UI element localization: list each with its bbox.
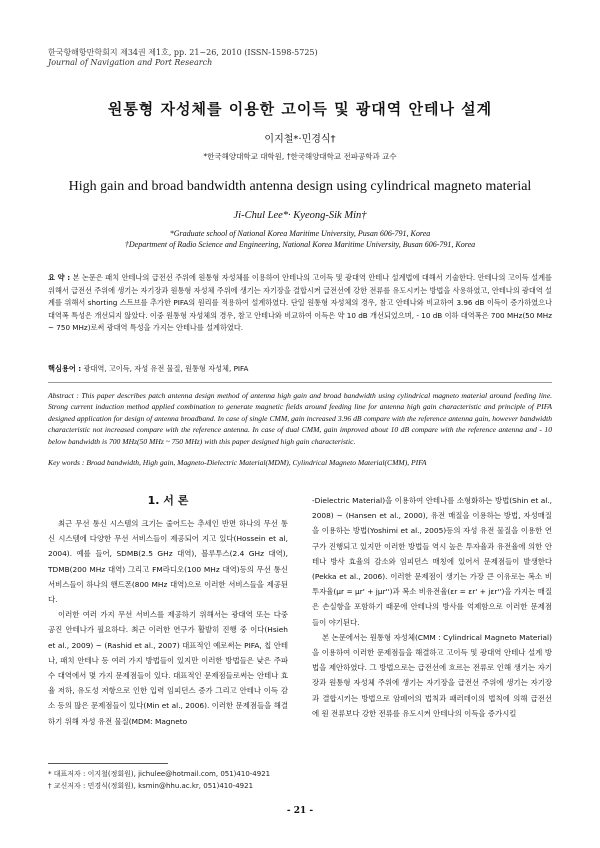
affiliation-english-2: †Department of Radio Science and Engineering, National Korea Maritime University, Busan 606-791, Korea: [124, 240, 476, 249]
paper-title-english: High gain and broad bandwidth antenna design using cylindrical magneto material: [68, 179, 532, 194]
body-column-right: [312, 493, 552, 721]
body-paragraph: 최근 무선 통신 시스템의 크기는 줄어드는 추세인 반면 하나의 무선 통신 시스템에 다양한 무선 서비스들이 제공되어 지고 있다(Hossein et al, 2004). 예를 들어, SDMB(2.5 GHz 대역), 블루투스(2.4 GHz 대역), TDMB(200 MHz 대역) 그리고 FM라디오(100 MHz 대역)등의 무선 통신 서비스들이 하나의 핸드폰(800 MHz 대역)으로 이러한 서비스들을 제공된다.: [48, 519, 288, 605]
footnote-divider: [48, 763, 168, 764]
body-paragraph: -Dielectric Material)을 이용하여 안테나를 소형화하는 방법(Shin et al., 2008) ~ (Hansen et al., 2000), 유전 매질을 이용하는 방법, 자성매질을 이용하는 방법(Yoshimi et al., 2005)등의 자성 유전 물질을 이용한 연구가 진행되고 있지만 이러한 방법들 역시 높은 투자율과 유전율에 의한 안테나 방사 효율의 감소와 임피던스 매칭에 있어서 문제점들이 발생한다(Pekka et al., 2006). 이러한 문제점이 생기는 가장 큰 이유로는 복소 비투자율(μr = μr' + jμr'')과 복소 비유전율(εr = εr' + jεr'')을 가지는 매질은 손실항을 포함하기 때문에 안테나의 방사를 억제함으로 이러한 문제점들이 야기된다.: [312, 496, 552, 627]
journal-name: Journal of Navigation and Port Research: [48, 58, 213, 67]
abstract-english-text: This paper describes patch antenna design method of antenna high gain and broad bandwidth using cylindrical magneto material around feeding line. Strong current induction method applied combination to generate magnetic fields around feeding line for antenna high gain characteristic and principle of PIFA designed application for design of antenna broadband. In case of single CMM, gain increased 3.96 dB compare with the reference antenna gain, however bandwidth characteristic not increased compare with the reference antenna. In case of dual CMM, gain improved about 10 dB compare with the reference antenna and - 10 below bandwidth is 700 MHz(50 MHz ~ 750 MHz) with this paper designed high gain characteristic.: [48, 391, 553, 446]
keywords-english-label: Key words :: [48, 458, 85, 467]
abstract-korean-label: 요 약 :: [48, 273, 71, 282]
abstract-english-label: Abstract :: [48, 391, 79, 400]
keywords-korean-label: 핵심용어 :: [48, 364, 82, 373]
page-number: - 21 -: [286, 806, 314, 816]
body-column-left: [48, 516, 288, 729]
footnote-co-author: † 교신저자 : 민경식(정회원), ksmin@hhu.ac.kr, 051)410-4921: [48, 782, 254, 790]
abstract-korean: [48, 272, 552, 335]
body-paragraph: 이러한 여러 가지 무선 서비스를 제공하기 위해서는 광대역 또는 다중 공진 안테나가 필요하다. 최근 이러한 연구가 활발히 진행 중 이다(Hsieh et al., 2009) ~ (Rashid et al., 2007) 대표적인 예로써는 PIFA, 칩 안테나, 패치 안테나 등 여러 가지 방법들이 있지만 이러한 방법들은 낮은 주파수 대역에서 몇 가지 문제점들이 있다. 대표적인 문제점들로써는 안테나 효율 저하, 유도성 저항으로 인한 입력 임피던스 증가 그리고 안테나 이득 감소 등의 많은 문제점들이 있다(Min et al., 2006). 이러한 문제점들을 해결하기 위해 자성 유전 물질(MDM: Magneto: [48, 610, 288, 726]
abstract-english: [48, 382, 552, 447]
footnotes: [48, 768, 270, 792]
body-paragraph: 본 논문에서는 원통형 자성체(CMM : Cylindrical Magneto Material)을 이용하여 이러한 문제점들을 해결하고 고이득 및 광대역 안테나 설계 방법을 제안하였다. 그 방법으로는 급전선에 흐르는 전류로 인해 생기는 자기장과 원통형 자성체 주위에 생기는 자기장을 급전선 주위에 생기는 자기장과 결합시키는 방법으로 암페어의 법칙과 패러데이의 법칙에 의해 급전선에 원 전류보다 강한 전류를 유도시켜 안테나의 이득을 증가시킬: [312, 632, 552, 718]
keywords-english-text: Broad bandwidth, High gain, Magneto-Dielectric Material(MDM), Cylindrical Magneto Material(CMM), PIFA: [86, 458, 427, 467]
section-heading-introduction: 1. 서 론: [147, 494, 189, 507]
keywords-english: [48, 458, 552, 467]
authors-korean: 이지철*·민경식†: [264, 134, 336, 145]
affiliation-korean: *한국해양대학교 대학원, †한국해양대학교 전파공학과 교수: [203, 152, 397, 161]
paper-title-korean: 원통형 자성체를 이용한 고이득 및 광대역 안테나 설계: [107, 100, 493, 118]
affiliation-english-1: *Graduate school of National Korea Maritime University, Pusan 606-791, Korea: [169, 229, 431, 238]
abstract-korean-text: 본 논문은 패치 안테나의 급전선 주위에 원통형 자성체를 이용하여 안테나의 고이득 및 광대역 안테나 설계법에 대해서 기술한다. 안테나의 고이득 설계를 위해서 급전선 주위에 생기는 자기장과 원통형 자성체 주위에 생기는 자기장을 결합시켜 급전선에 강한 전류를 유도시키는 방법을 사용하였고, 안테나의 광대역 설계를 위해서 shorting 스트브를 추가한 PIFA의 원리를 적용하여 설계하였다. 단일 원통형 자성체의 경우, 참고 안테나와 비교하여 3.96 dB 이득이 증가하였으나 대역폭 특성은 개선되지 않았다. 이중 원통형 자성체의 경우, 참고 안테나와 비교하여 이득은 약 10 dB 개선되었으며, - 10 dB 이하 대역폭은 700 MHz(50 MHz ~ 750 MHz)로써 광대역 특성을 가지는 안테나를 설계하였다.: [48, 273, 552, 333]
journal-citation: 한국항해항만학회지 제34권 제1호, pp. 21~26, 2010 (ISSN-1598-5725): [48, 48, 318, 57]
footnote-corresponding-author: * 대표저자 : 이지철(정회원), jichulee@hotmail.com, 051)410-4921: [48, 770, 271, 778]
keywords-korean: [48, 364, 552, 374]
authors-english: Ji-Chul Lee*· Kyeong-Sik Min†: [233, 210, 367, 221]
keywords-korean-text: 광대역, 고이득, 자성 유전 물질, 원통형 자성체, PIFA: [83, 364, 249, 373]
